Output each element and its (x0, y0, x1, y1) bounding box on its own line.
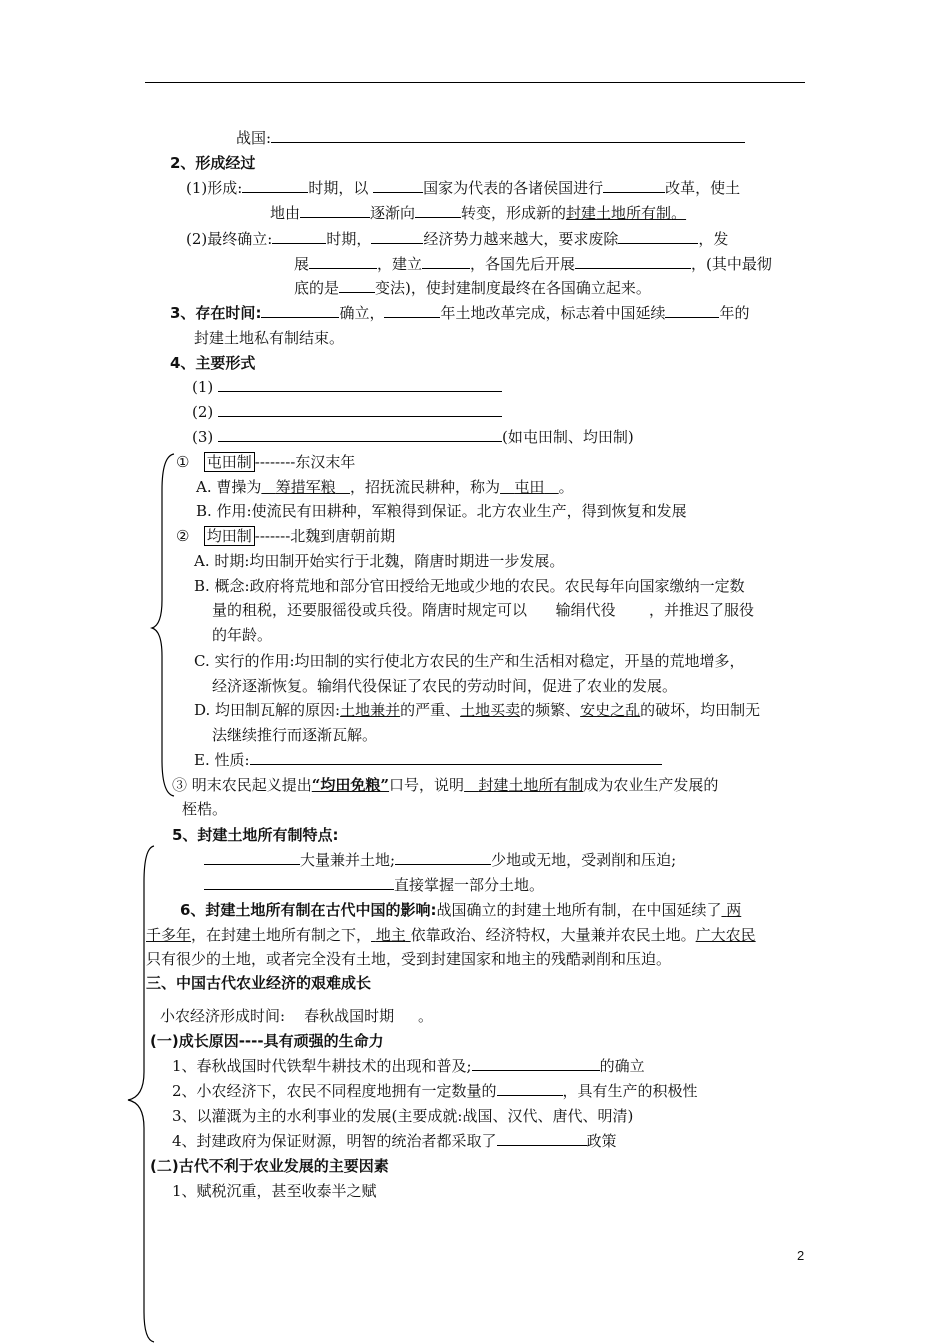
section-3-title: 3、存在时间: (170, 304, 262, 322)
line-tuntian-title (176, 452, 355, 472)
underlined-text: 千多年 (146, 926, 192, 944)
line-juntian-b1: B. 概念:政府将荒地和部分官田授给无地或少地的农民。农民每年向国家缴纳一定数 (194, 577, 745, 595)
line-g1-1 (172, 1056, 645, 1076)
blank (261, 303, 339, 318)
line-juntian-c2: 经济逐渐恢复。输绢代役保证了农民的劳动时间，促进了农业的发展。 (212, 677, 678, 695)
line-tuntian-b: B. 作用:使流民有田耕种，军粮得到保证。北方农业生产，得到恢复和发展 (196, 502, 687, 520)
text: ，建立 (377, 255, 423, 273)
text: (2) (192, 403, 214, 421)
part-3-title: 三、中国古代农业经济的艰难成长 (146, 974, 372, 992)
text: 展 (294, 255, 310, 273)
text: E. 性质: (194, 751, 250, 769)
blank (218, 402, 502, 417)
text: 时期，以 (308, 179, 369, 197)
section-4-title: 4、主要形式 (170, 354, 256, 372)
blank (250, 750, 662, 765)
line-s2-2 (186, 229, 728, 249)
blank (373, 178, 423, 193)
text: 确立， (339, 304, 385, 322)
text: 大量兼并土地; (300, 851, 396, 869)
text: ，招抚流民耕种，称为 (350, 478, 501, 496)
underlined-text: 筹措军粮 (275, 478, 336, 496)
text: 年的 (719, 304, 750, 322)
blank (339, 278, 375, 293)
line-s6-2 (146, 925, 756, 945)
line-s4-2 (192, 402, 502, 422)
text: 。 (558, 478, 574, 496)
text: (2)最终确立: (186, 230, 273, 248)
text: (1)形成: (186, 179, 243, 197)
page-number: 2 (797, 1248, 805, 1263)
text: ，具有生产的积极性 (562, 1082, 698, 1100)
line-g2-1: 1、赋税沉重，甚至收泰半之赋 (172, 1182, 377, 1200)
line-ming-2: 桎梏。 (182, 800, 228, 818)
blank (204, 850, 300, 865)
text: A. 曹操为 (196, 478, 262, 496)
text: 地由 (270, 204, 301, 222)
line-s2-1 (186, 178, 740, 198)
boxed-term: 均田制 (204, 526, 255, 546)
text: 经济势力越来越大，要求废除 (423, 230, 619, 248)
underlined-text: 广大农民 (695, 926, 756, 944)
line-tuntian-a (196, 477, 574, 497)
text: -------北魏到唐朝前期 (254, 527, 396, 545)
text: 成为农业生产发展的 (583, 776, 719, 794)
underlined-text: 。 (671, 204, 687, 222)
text: 战国确立的封建土地所有制，在中国延续了 (436, 901, 722, 919)
line-juntian-d1 (194, 700, 760, 720)
line-juntian-b3: 的年龄。 (212, 626, 273, 644)
text: ，各国先后开展 (470, 255, 576, 273)
line-s2-2b (294, 254, 772, 274)
underlined-text: 封建土地所有制 (566, 204, 672, 222)
blank (497, 1081, 563, 1096)
text: ② (176, 527, 190, 545)
text: ，在封建土地所有制之下， (191, 926, 372, 944)
line-small-farm (160, 1006, 433, 1026)
line-s3b: 封建土地私有制结束。 (194, 329, 345, 347)
factors-title: (二)古代不利于农业发展的主要因素 (150, 1157, 389, 1175)
line-juntian-e (194, 750, 662, 770)
blank (384, 303, 440, 318)
blank (218, 377, 502, 392)
text: 依靠政治、经济特权，大量兼并农民土地。 (410, 926, 696, 944)
text: 输绢代役 (555, 601, 616, 619)
text: 国家为代表的各诸侯国进行 (423, 179, 604, 197)
left-brace-2 (124, 842, 158, 1344)
boxed-term: 屯田制 (204, 452, 255, 472)
blank (415, 203, 461, 218)
text: 4、封建政府为保证财源，明智的统治者都采取了 (172, 1132, 497, 1150)
text: ，(其中最彻 (691, 255, 772, 273)
line-s4-3 (192, 427, 634, 447)
underlined-text: 地主 (375, 926, 406, 944)
line-ming (172, 775, 718, 795)
underlined-text: 屯田 (514, 478, 545, 496)
text: 底的是 (294, 279, 340, 297)
text: 转变，形成新的 (461, 204, 567, 222)
text: 的确立 (599, 1057, 645, 1075)
blank (371, 229, 423, 244)
line-g1-2 (172, 1081, 698, 1101)
line-s2-2c (294, 278, 651, 298)
text: 。 (418, 1007, 434, 1025)
blank (242, 178, 308, 193)
text: 1、春秋战国时代铁犁牛耕技术的出现和普及; (172, 1057, 472, 1075)
line-s5-b (204, 875, 544, 895)
line-juntian-d2: 法继续推行而逐渐瓦解。 (212, 726, 378, 744)
growth-title: (一)成长原因----具有顽强的生命力 (150, 1032, 384, 1050)
text: 时期， (326, 230, 372, 248)
text: ① (176, 453, 190, 471)
section-2-title: 2、形成经过 (170, 154, 256, 172)
text: 逐渐向 (370, 204, 416, 222)
line-juntian-title (176, 526, 395, 546)
header-rule (145, 82, 805, 83)
text: 的破坏，均田制无 (640, 701, 761, 719)
left-brace-1 (150, 450, 180, 800)
text: 直接掌握一部分土地。 (394, 876, 545, 894)
text: 的严重、 (400, 701, 461, 719)
blank (395, 850, 491, 865)
text: 变法)，使封建制度最终在各国确立起来。 (375, 279, 651, 297)
blank (575, 254, 691, 269)
section-6-title: 6、封建土地所有制在古代中国的影响: (180, 901, 437, 919)
text: ③ 明末农民起义提出 (172, 776, 312, 794)
text: 春秋战国时期 (304, 1007, 395, 1025)
blank (497, 1131, 587, 1146)
line-g1-3: 3、以灌溉为主的水利事业的发展(主要成就:战国、汉代、唐代、明清) (172, 1107, 634, 1125)
line-s4-1 (192, 377, 502, 397)
blank (300, 203, 370, 218)
text: ，发 (698, 230, 729, 248)
text: 小农经济形成时间: (160, 1007, 286, 1025)
blank (309, 254, 377, 269)
line-s6-3: 只有很少的土地，或者完全没有土地，受到封建国家和地主的残酷剥削和压迫。 (146, 950, 672, 968)
text: 量的租税，还要服徭役或兵役。隋唐时规定可以 (212, 601, 528, 619)
blank (422, 254, 470, 269)
underlined-text: 封建土地所有制 (478, 776, 584, 794)
blank (603, 178, 665, 193)
line-s2-1b (270, 203, 686, 223)
line-zhanguo (236, 128, 745, 148)
text: 政策 (586, 1132, 617, 1150)
text: --------东汉末年 (254, 453, 356, 471)
line-juntian-c1: C. 实行的作用:均田制的实行使北方农民的生产和生活相对稳定，开垦的荒地增多， (194, 652, 745, 670)
underlined-text: 安史之乱 (580, 701, 641, 719)
underlined-text: 土地兼并 (340, 701, 401, 719)
blank (665, 303, 719, 318)
blank (618, 229, 698, 244)
line-juntian-b2 (212, 600, 754, 620)
label: 战国: (236, 129, 272, 147)
text: ，并推迟了服役 (649, 601, 755, 619)
text: 2、小农经济下，农民不同程度地拥有一定数量的 (172, 1082, 497, 1100)
line-s5-a (204, 850, 676, 870)
text: (如屯田制、均田制) (502, 428, 634, 446)
text: 改革，使土 (665, 179, 741, 197)
underlined-text: 土地买卖 (460, 701, 521, 719)
underlined-text: “均田免粮” (311, 776, 390, 794)
blank (272, 229, 326, 244)
text: 少地或无地，受剥削和压迫; (491, 851, 677, 869)
text: (3) (192, 428, 214, 446)
blank (218, 427, 502, 442)
line-s3 (170, 303, 749, 323)
blank (204, 875, 394, 890)
line-g1-4 (172, 1131, 617, 1151)
section-5-title: 5、封建土地所有制特点: (172, 826, 339, 844)
text: 口号，说明 (389, 776, 465, 794)
text: (1) (192, 378, 214, 396)
text: D. 均田制瓦解的原因: (194, 701, 341, 719)
text: 年土地改革完成，标志着中国延续 (440, 304, 666, 322)
blank (271, 128, 745, 143)
line-juntian-a: A. 时期:均田制开始实行于北魏，隋唐时期进一步发展。 (194, 552, 565, 570)
underlined-text: 两 (726, 901, 742, 919)
text: 的频繁、 (520, 701, 581, 719)
line-s6-1 (180, 900, 741, 920)
blank (472, 1056, 600, 1071)
